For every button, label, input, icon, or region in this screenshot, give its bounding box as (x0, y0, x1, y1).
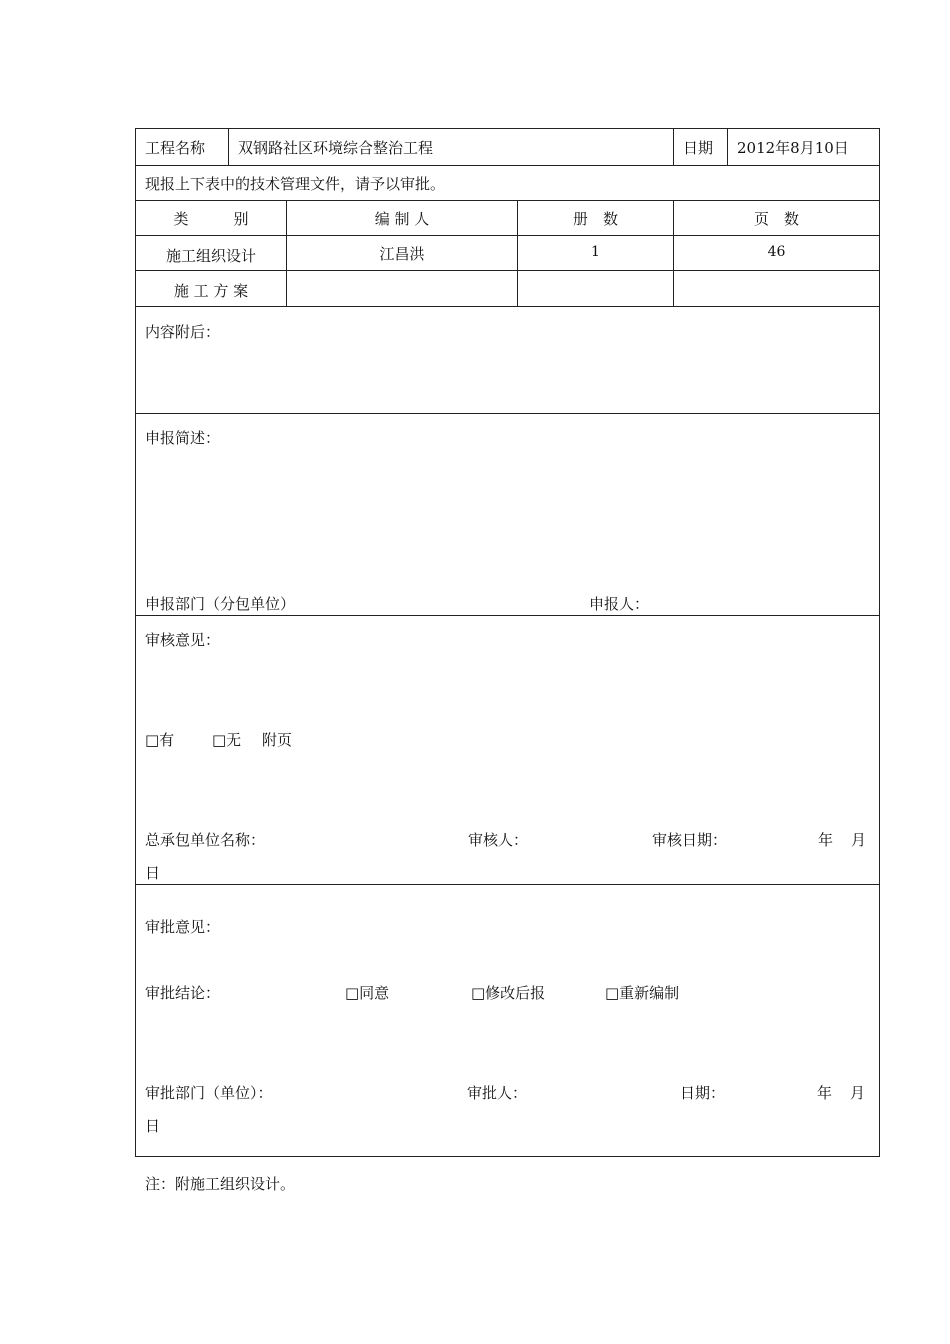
intro-text-span: 现报上下表中的技术管理文件，请予以审批。 (145, 174, 446, 193)
intro-row (136, 166, 879, 201)
col-volumes (517, 201, 673, 235)
col-volumes-text: 册 数 (572, 209, 618, 228)
attachments-section (136, 307, 879, 414)
cell-text: 1 (591, 244, 600, 260)
col-category-text: 类 别 (173, 209, 249, 228)
approval-day: 日 (145, 1117, 161, 1135)
approval-form (135, 128, 880, 1157)
approval-label: 审批意见： (145, 918, 221, 936)
approval-option-redo[interactable]: □重新编制 (605, 984, 680, 1002)
cell-text: 江昌洪 (379, 245, 425, 263)
review-reviewer-label: 审核人： (468, 831, 529, 849)
table-row (136, 236, 879, 271)
review-contractor-label: 总承包单位名称： (145, 831, 266, 849)
col-author (286, 201, 517, 235)
table-cell (673, 236, 879, 270)
col-pages (673, 201, 879, 235)
review-date-label: 审核日期： (652, 831, 728, 849)
table-header-row (136, 201, 879, 236)
approval-section (136, 885, 879, 1156)
review-year: 年 (818, 831, 834, 849)
review-option-suffix: 附页 (262, 731, 293, 749)
table-cell (286, 236, 517, 270)
intro-text (136, 166, 879, 200)
approval-month: 月 (850, 1084, 866, 1102)
attachments-label: 内容附后： (145, 323, 221, 341)
table-row (136, 271, 879, 307)
approval-date-label: 日期： (680, 1084, 726, 1102)
table-cell (136, 236, 286, 270)
submission-person-label: 申报人： (589, 595, 650, 613)
cell-text: 46 (767, 244, 786, 260)
approval-approver-label: 审批人： (467, 1084, 528, 1102)
cell-text: 施工组织设计 (165, 247, 256, 265)
date-value-text: 2012年8月10日 (737, 138, 849, 157)
table-cell (517, 271, 673, 306)
review-day: 日 (145, 864, 161, 882)
table-cell (286, 271, 517, 306)
col-pages-text: 页 数 (753, 209, 799, 228)
review-option-yes[interactable]: □有 (145, 731, 175, 749)
review-option-no[interactable]: □无 (212, 731, 242, 749)
date-label-text: 日期 (683, 138, 714, 157)
date-value (727, 129, 879, 165)
footnote: 注：附施工组织设计。 (145, 1175, 296, 1193)
approval-year: 年 (817, 1084, 833, 1102)
approval-dept-label: 审批部门（单位）： (145, 1084, 273, 1102)
approval-option-revise[interactable]: □修改后报 (471, 984, 546, 1002)
project-label (136, 129, 228, 165)
review-label: 审核意见： (145, 631, 221, 649)
cell-text: 施 工 方 案 (173, 282, 249, 300)
header-row (136, 129, 879, 166)
submission-section (136, 414, 879, 616)
project-name (228, 129, 673, 165)
approval-option-agree[interactable]: □同意 (345, 984, 390, 1002)
col-author-text: 编 制 人 (374, 209, 430, 228)
table-cell (136, 271, 286, 306)
table-cell (517, 236, 673, 270)
submission-dept-label: 申报部门（分包单位） (145, 595, 296, 613)
approval-conclusion-label: 审批结论： (145, 984, 221, 1002)
project-label-text: 工程名称 (145, 138, 206, 157)
date-label (673, 129, 727, 165)
review-section (136, 616, 879, 885)
col-category (136, 201, 286, 235)
project-name-text: 双钢路社区环境综合整治工程 (238, 138, 434, 157)
review-month: 月 (851, 831, 867, 849)
table-cell (673, 271, 879, 306)
submission-label: 申报简述： (145, 429, 221, 447)
